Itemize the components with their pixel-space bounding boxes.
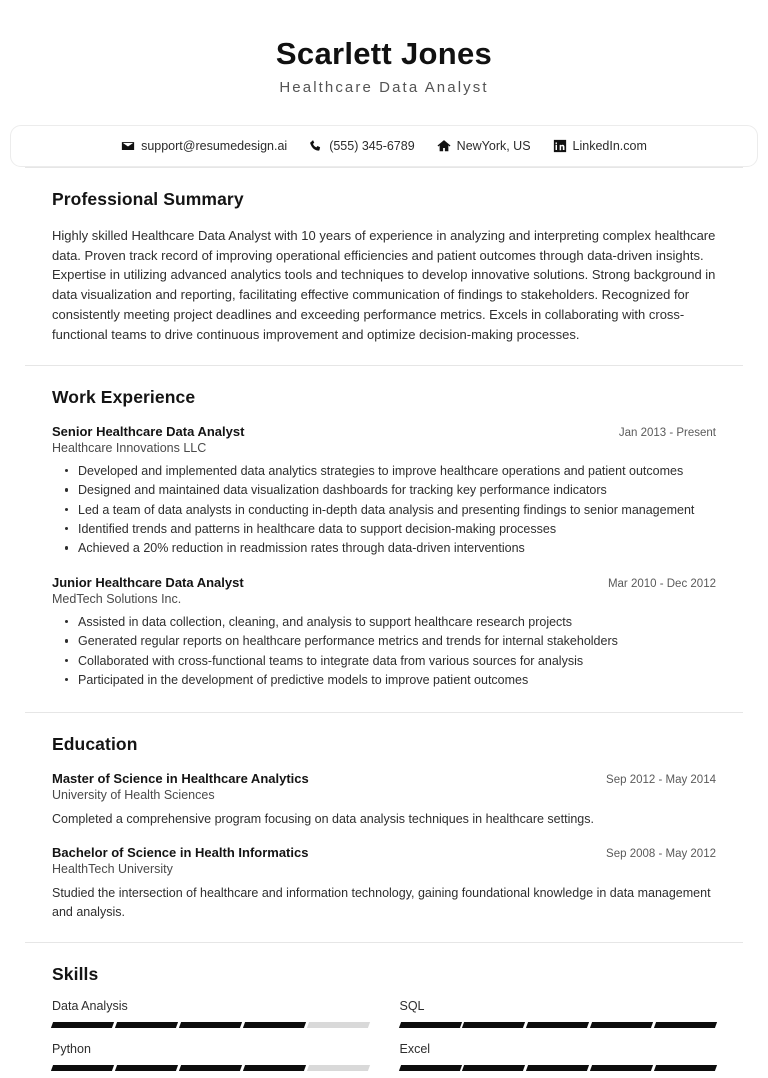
resume-header <box>0 0 768 114</box>
list-item: Designed and maintained data visualization dashboards for tracking key performance indicators <box>78 481 716 499</box>
education-entry <box>52 755 716 829</box>
home-icon <box>437 139 451 153</box>
section-heading-education: Education <box>52 734 138 755</box>
contact-phone[interactable] <box>309 139 414 153</box>
work-entry-date: Jan 2013 - Present <box>618 426 716 439</box>
skill-item <box>400 999 717 1028</box>
skill-name: Excel <box>399 1041 431 1056</box>
skill-level-segment <box>590 1065 653 1071</box>
skill-level-segment <box>179 1022 242 1028</box>
work-entry-company: Healthcare Innovations LLC <box>52 440 207 455</box>
skill-level-segment <box>243 1022 306 1028</box>
skill-level-segment <box>307 1022 370 1028</box>
section-heading-skills: Skills <box>52 963 99 984</box>
skill-level-segment <box>462 1022 525 1028</box>
list-item: Achieved a 20% reduction in readmission rates through data-driven interventions <box>78 539 716 557</box>
section-heading-summary: Professional Summary <box>52 188 244 209</box>
skill-level-bar <box>400 1065 717 1071</box>
skill-level-bar <box>400 1022 717 1028</box>
skill-level-segment <box>115 1022 178 1028</box>
work-entry-header <box>52 575 716 590</box>
work-entry-role: Senior Healthcare Data Analyst <box>52 423 245 439</box>
contact-location-label: NewYork, US <box>456 138 531 153</box>
list-item: Identified trends and patterns in healthcare data to support decision-making processes <box>78 520 716 538</box>
education-entry-school: University of Health Sciences <box>52 788 215 803</box>
skill-level-segment <box>243 1065 306 1071</box>
skill-item <box>52 1042 369 1071</box>
skill-level-segment <box>654 1022 717 1028</box>
work-entry <box>52 408 716 558</box>
education-entry-degree: Bachelor of Science in Health Informatics <box>52 845 309 861</box>
list-item: Developed and implemented data analytics strategies to improve healthcare operations and patient outcomes <box>78 462 716 480</box>
skill-level-segment <box>115 1065 178 1071</box>
skill-level-segment <box>526 1065 589 1071</box>
education-entry-school: HealthTech University <box>52 862 173 877</box>
list-item: Assisted in data collection, cleaning, and analysis to support healthcare research projects <box>78 613 716 631</box>
work-entry-date: Mar 2010 - Dec 2012 <box>607 577 716 590</box>
list-item: Generated regular reports on healthcare performance metrics and trends for internal stakeholders <box>78 632 716 650</box>
envelope-icon <box>121 139 135 153</box>
skill-level-segment <box>51 1022 114 1028</box>
education-entry-header <box>52 845 716 860</box>
contact-linkedin[interactable] <box>553 139 647 153</box>
skill-level-bar <box>52 1022 369 1028</box>
contact-linkedin-label: LinkedIn.com <box>572 138 647 153</box>
list-item: Participated in the development of predictive models to improve patient outcomes <box>78 671 716 689</box>
education-entry-description: Completed a comprehensive program focusing on data analysis techniques in healthcare settings. <box>52 812 594 827</box>
contact-email-label: support@resumedesign.ai <box>141 138 288 153</box>
contact-bar <box>10 125 758 167</box>
education-entry-header <box>52 771 716 786</box>
work-entry-bullets <box>52 613 716 690</box>
skill-item <box>52 999 369 1028</box>
skill-level-segment <box>179 1065 242 1071</box>
linkedin-icon <box>553 139 567 153</box>
contact-phone-label: (555) 345-6789 <box>329 138 415 153</box>
skill-level-segment <box>398 1065 461 1071</box>
section-skills <box>0 943 768 1071</box>
page-title: Scarlett Jones <box>275 36 493 71</box>
skill-item <box>400 1042 717 1071</box>
skill-name: Data Analysis <box>52 998 128 1013</box>
skill-name: SQL <box>399 998 425 1013</box>
list-item: Led a team of data analysts in conducting in-depth data analysis and presenting findings to senior management <box>78 501 716 519</box>
skill-name: Python <box>52 1041 91 1056</box>
section-work-experience <box>0 366 768 712</box>
contact-email[interactable] <box>121 139 287 153</box>
section-heading-work: Work Experience <box>52 386 196 407</box>
work-entry-header <box>52 424 716 439</box>
education-entry-description: Studied the intersection of healthcare and information technology, gaining foundational knowledge in data management and analysis. <box>52 886 711 919</box>
skill-level-segment <box>51 1065 114 1071</box>
list-item: Collaborated with cross-functional teams to integrate data from various sources for analysis <box>78 652 716 670</box>
education-entry <box>52 829 716 922</box>
skill-level-segment <box>398 1022 461 1028</box>
contact-location[interactable] <box>437 139 531 153</box>
work-entry-bullets <box>52 462 716 558</box>
skill-level-segment <box>654 1065 717 1071</box>
skill-level-segment <box>462 1065 525 1071</box>
skill-level-segment <box>590 1022 653 1028</box>
skill-level-bar <box>52 1065 369 1071</box>
skill-level-segment <box>307 1065 370 1071</box>
phone-icon <box>309 139 323 153</box>
work-entry-company: MedTech Solutions Inc. <box>52 591 182 606</box>
education-entry-date: Sep 2008 - May 2012 <box>606 848 716 861</box>
education-entry-date: Sep 2012 - May 2014 <box>606 774 716 787</box>
summary-text: Highly skilled Healthcare Data Analyst with 10 years of experience in analyzing and interpreting complex healthcare data. Proven track record of improving operational efficiencies and patient outcomes through data-driven insights. Expertise in utilizing advanced analytics tools and techniques to develop innovative solutions. Strong background in data visualization and reporting, facilitating effective communication of findings to stakeholders. Recognized for consistently meeting project deadlines and exceeding performance metrics. Excels in collaborating with cross-functional teams to drive continuous improvement and optimize decision-making processes. <box>52 227 716 343</box>
skills-grid <box>52 999 716 1071</box>
section-professional-summary <box>0 168 768 365</box>
professional-title: Healthcare Data Analyst <box>279 78 489 96</box>
skill-level-segment <box>526 1022 589 1028</box>
work-entry <box>52 559 716 690</box>
section-education <box>0 713 768 941</box>
work-entry-role: Junior Healthcare Data Analyst <box>52 574 244 590</box>
education-entry-degree: Master of Science in Healthcare Analytics <box>52 771 309 787</box>
